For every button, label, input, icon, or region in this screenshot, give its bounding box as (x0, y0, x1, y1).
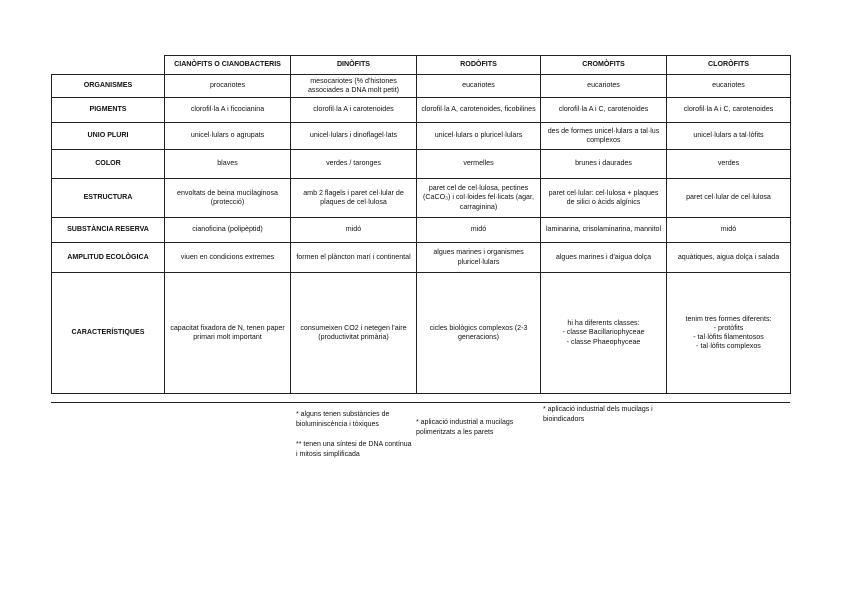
table-cell: clorofil·la A i ficocianina (165, 98, 291, 123)
table-cell: blaves (165, 150, 291, 179)
table-cell: envoltats de beina mucilaginosa (protecció) (165, 179, 291, 218)
table-cell: paret cel·lular de cel·lulosa (667, 179, 791, 218)
table-cell: unicel·lulars a tal·lòfits (667, 123, 791, 150)
table-cell: des de formes unicel·lulars a tal·lus complexos (541, 123, 667, 150)
cell-line: - classe Phaeophyceae (566, 337, 641, 346)
row-label: ESTRUCTURA (52, 179, 165, 218)
table-row (52, 98, 791, 123)
table-cell: formen el plàncton marí i continental (291, 243, 417, 273)
cell-line: tenim tres formes diferents: (685, 314, 772, 323)
row-label: COLOR (52, 150, 165, 179)
header-cromofits: CROMÒFITS (541, 56, 667, 75)
cell-line: - classe Bacillariophyceae (562, 328, 645, 337)
table-cell: consumeixen CO2 i netegen l'aire (productivitat primària) (291, 273, 417, 394)
table-cell: eucariotes (541, 75, 667, 98)
table-cell (667, 273, 791, 394)
header-cianofits: CIANÒFITS O CIANOBACTERIS (165, 56, 291, 75)
cell-line: - protòfits (713, 323, 744, 332)
table-cell: vermelles (417, 150, 541, 179)
table-row (52, 273, 791, 394)
table-cell: paret cel de cel·lulosa, pectines (CaCO₃) i col·loides fel·licats (agar, carraginina) (417, 179, 541, 218)
table-cell: midó (417, 218, 541, 243)
table-cell: algues marines i d'aigua dolça (541, 243, 667, 273)
table-cell: capacitat fixadora de N, tenen paper primari molt important (165, 273, 291, 394)
cell-line: - tal·lòfits filamentosos (693, 333, 764, 341)
table-cell: unicel·lulars o pluricel·lulars (417, 123, 541, 150)
footnote-rodofits: * aplicació industrial a mucilags polimeritzats a les parets (416, 419, 514, 437)
row-label: SUBSTÀNCIA RESERVA (52, 218, 165, 243)
table-cell: eucariotes (417, 75, 541, 98)
table-cell: cicles biològics complexos (2-3 generacions) (417, 273, 541, 394)
table-cell: amb 2 flagels i paret cel·lular de plaques de cel·lulosa (291, 179, 417, 218)
footnote-dinofits-1: * alguns tenen substàncies de bioluminiscència i tòxiques (296, 411, 390, 429)
table-cell: clorofil·la A i C, carotenoides (541, 98, 667, 123)
table-cell: verdes (667, 150, 791, 179)
table-cell: clorofil·la A, carotenoides, ficobilines (417, 98, 541, 123)
cell-line: - tal·lòfits complexos (696, 342, 761, 351)
table-cell: paret cel·lular: cel·lulosa + plaques de silici o àcids algínics (541, 179, 667, 218)
table-cell: cianoficina (polipèptid) (165, 218, 291, 243)
row-label: CARACTERÍSTIQUES (52, 273, 165, 394)
table-cell: brunes i daurades (541, 150, 667, 179)
table-row (52, 150, 791, 179)
table-cell: mesocariotes (% d'histones associades a DNA molt petit) (291, 75, 417, 98)
header-corner (52, 56, 165, 75)
cell-line: hi ha diferents classes: (567, 319, 640, 328)
table-cell: clorofil·la A i carotenoides (291, 98, 417, 123)
footnote-dinofits-2: ** tenen una síntesi de DNA contínua i mitosis simplificada (296, 441, 412, 459)
table-cell: clorofil·la A i C, carotenoides (667, 98, 791, 123)
table-cell: viuen en condicions extremes (165, 243, 291, 273)
table-cell: midó (291, 218, 417, 243)
table-row (52, 243, 791, 273)
row-label: PIGMENTS (52, 98, 165, 123)
header-clorofits: CLORÒFITS (667, 56, 791, 75)
table-cell: eucariotes (667, 75, 791, 98)
table-row (52, 123, 791, 150)
header-rodofits: RODÒFITS (417, 56, 541, 75)
table-cell: algues marines i organismes pluricel·lulars (417, 243, 541, 273)
row-label: ORGANISMES (52, 75, 165, 98)
table-row (52, 218, 791, 243)
table-cell: unicel·lulars o agrupats (165, 123, 291, 150)
table-cell: verdes / taronges (291, 150, 417, 179)
table-cell: laminarina, crisolaminarina, mannitol (541, 218, 667, 243)
table-cell: aquàtiques, aigua dolça i salada (667, 243, 791, 273)
table-cell (541, 273, 667, 394)
table-bottom-divider (51, 402, 790, 403)
table-cell: midó (667, 218, 791, 243)
table-cell: unicel·lulars i dinoflagel·lats (291, 123, 417, 150)
row-label: AMPLITUD ECOLÒGICA (52, 243, 165, 273)
header-dinofits: DINÒFITS (291, 56, 417, 75)
header-row (52, 56, 791, 75)
footnote-cromofits: * aplicació industrial dels mucilags i bioindicadors (543, 406, 653, 424)
algae-comparison-table (51, 55, 791, 394)
table-row (52, 75, 791, 98)
table-row (52, 179, 791, 218)
row-label: UNIO PLURI (52, 123, 165, 150)
table-cell: procariotes (165, 75, 291, 98)
